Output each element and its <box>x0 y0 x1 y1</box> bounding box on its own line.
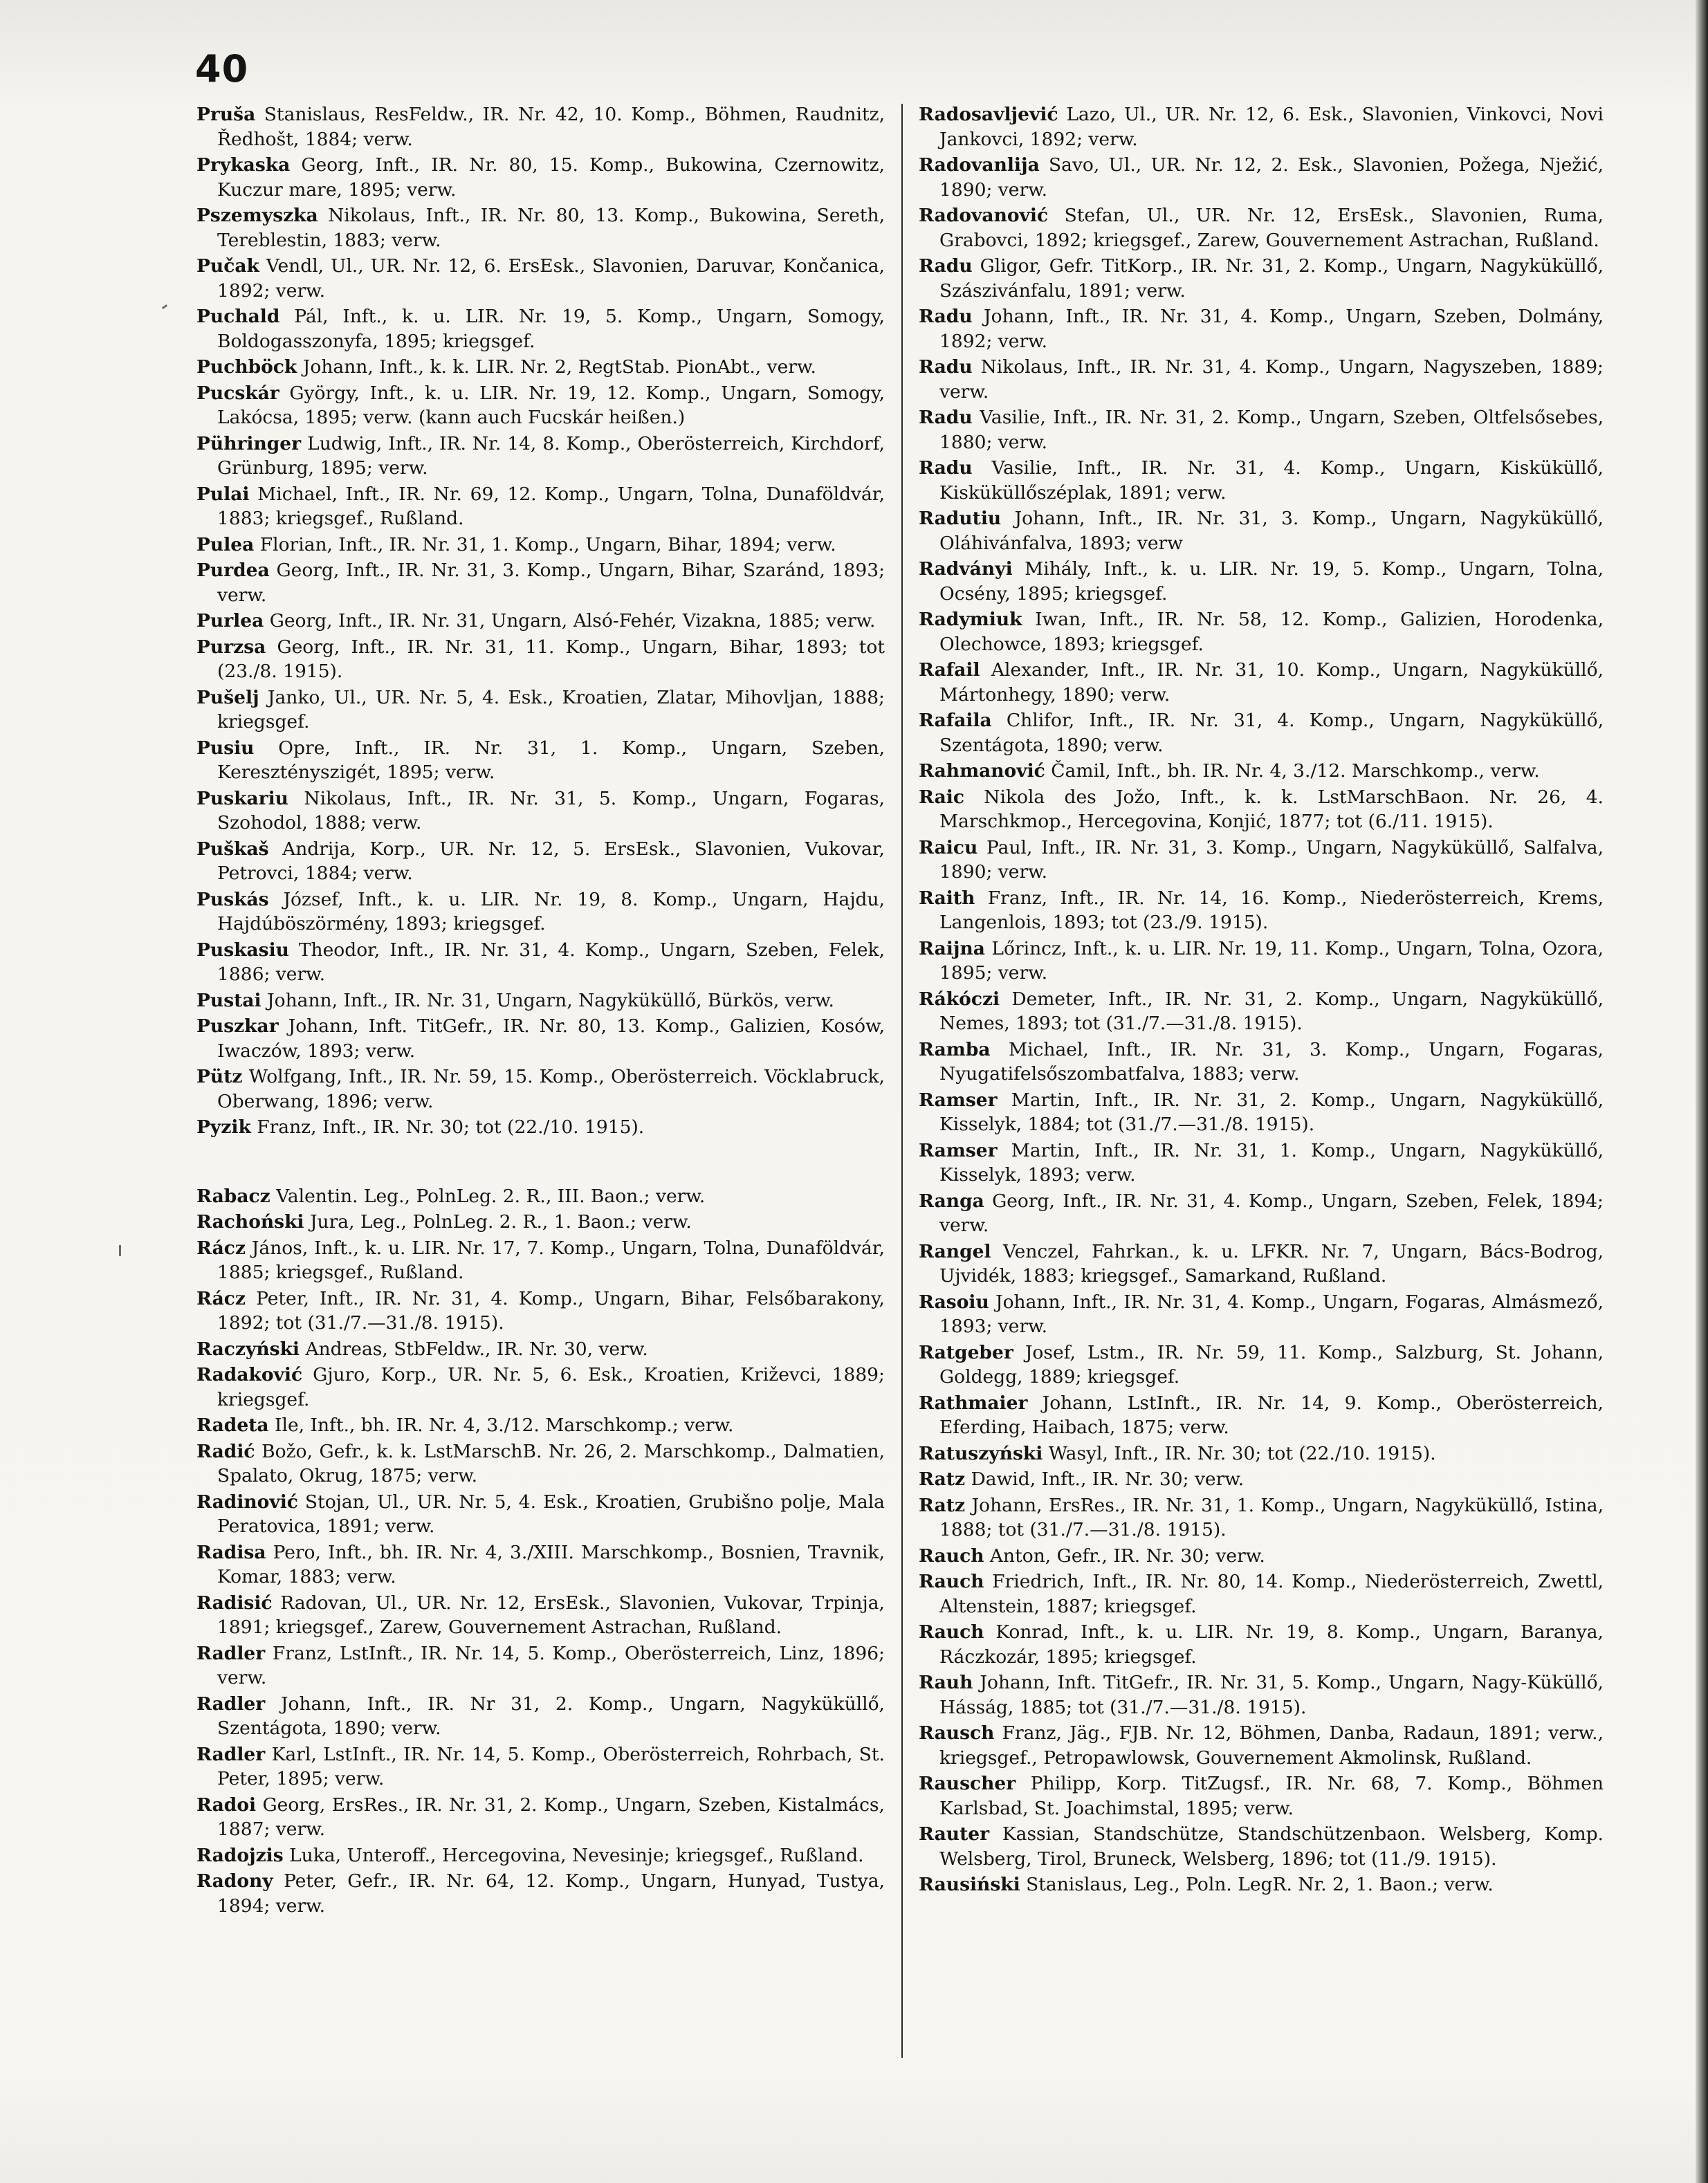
entry-surname: Pühringer <box>196 432 302 454</box>
entry-details: Kassian, Standschütze, Standschützenbaon. Welsberg, Komp. Welsberg, Tirol, Bruneck, Welsberg, 1896; tot (11./9. 1915). <box>939 1823 1604 1870</box>
entry-surname: Radoi <box>196 1794 257 1816</box>
entry-details: György, Inft., k. u. LIR. Nr. 19, 12. Komp., Ungarn, Somogy, Lakócsa, 1895; verw. (kann auch Fucskár heißen.) <box>217 382 885 428</box>
list-entry <box>196 1439 885 1489</box>
list-entry <box>919 987 1604 1036</box>
entry-details: Franz, LstInft., IR. Nr. 14, 5. Komp., Oberösterreich, Linz, 1896; verw. <box>217 1642 885 1688</box>
entry-details: Iwan, Inft., IR. Nr. 58, 12. Komp., Galizien, Horodenka, Olechowce, 1893; kriegsgef. <box>939 609 1604 655</box>
entry-details: Gjuro, Korp., UR. Nr. 5, 6. Esk., Kroatien, Križevci, 1889; kriegsgef. <box>217 1364 885 1410</box>
section-gap <box>196 1141 885 1184</box>
entry-details: Dawid, Inft., IR. Nr. 30; verw. <box>971 1468 1245 1490</box>
entry-surname: Pszemyszka <box>196 205 318 226</box>
list-entry <box>196 203 885 252</box>
entry-surname: Rathmaier <box>919 1392 1028 1414</box>
list-entry <box>196 304 885 353</box>
entry-surname: Radeta <box>196 1415 269 1436</box>
list-entry <box>919 607 1604 656</box>
entry-details: József, Inft., k. u. LIR. Nr. 19, 8. Komp., Ungarn, Hajdu, Hajdúböszörmény, 1893; kriegsgef. <box>217 888 885 934</box>
list-entry <box>196 1287 885 1336</box>
entry-details: Franz, Inft., IR. Nr. 30; tot (22./10. 1915). <box>257 1116 645 1138</box>
entry-details: Jura, Leg., PolnLeg. 2. R., 1. Baon.; verw. <box>309 1211 692 1233</box>
entry-details: Stojan, Ul., UR. Nr. 5, 4. Esk., Kroatien, Grubišno polje, Mala Peratovica, 1891; verw. <box>217 1491 885 1537</box>
entry-surname: Rauch <box>919 1545 984 1567</box>
page-edge-shadow <box>1696 0 1708 2183</box>
entry-details: Georg, Inft., IR. Nr. 31, 4. Komp., Ungarn, Szeben, Felek, 1894; verw. <box>939 1190 1604 1236</box>
list-entry <box>919 456 1604 505</box>
entry-details: Stanislaus, Leg., Poln. LegR. Nr. 2, 1. Baon.; verw. <box>1026 1874 1494 1895</box>
list-entry <box>196 1065 885 1114</box>
entry-surname: Raczyński <box>196 1338 300 1360</box>
list-entry <box>196 1591 885 1640</box>
entry-surname: Rauh <box>919 1672 973 1693</box>
entry-details: Andreas, StbFeldw., IR. Nr. 30, verw. <box>305 1338 648 1360</box>
entry-surname: Radler <box>196 1642 266 1664</box>
list-entry <box>919 1088 1604 1137</box>
list-entry <box>196 736 885 785</box>
entry-details: Karl, LstInft., IR. Nr. 14, 5. Komp., Oberösterreich, Rohrbach, St. Peter, 1895; verw. <box>217 1743 885 1789</box>
entry-details: Georg, Inft., IR. Nr. 31, Ungarn, Alsó-Fehér, Vizakna, 1885; verw. <box>269 610 876 632</box>
entry-details: Georg, Inft., IR. Nr. 31, 3. Komp., Ungarn, Bihar, Szaránd, 1893; verw. <box>217 560 885 606</box>
entry-details: Theodor, Inft., IR. Nr. 31, 4. Komp., Ungarn, Szeben, Felek, 1886; verw. <box>217 939 885 985</box>
entry-surname: Pusiu <box>196 737 255 759</box>
entry-details: Stefan, Ul., UR. Nr. 12, ErsEsk., Slavonien, Ruma, Grabovci, 1892; kriegsgef., Zarew, Gouvernement Astrachan, Rußland. <box>939 205 1604 251</box>
entry-details: Anton, Gefr., IR. Nr. 30; verw. <box>989 1545 1265 1567</box>
entry-surname: Pütz <box>196 1066 243 1087</box>
entry-surname: Puskás <box>196 888 269 910</box>
list-entry <box>919 937 1604 986</box>
list-entry <box>919 1341 1604 1390</box>
list-entry <box>919 153 1604 202</box>
list-entry <box>196 1014 885 1063</box>
entry-surname: Radványi <box>919 558 1013 580</box>
entry-details: Johann, Inft., k. k. LIR. Nr. 2, RegtStab. PionAbt., verw. <box>302 356 816 378</box>
list-entry <box>919 1771 1604 1821</box>
entry-surname: Rafaila <box>919 710 992 731</box>
entry-surname: Radisić <box>196 1592 273 1614</box>
entry-details: Chlifor, Inft., IR. Nr. 31, 4. Komp., Ungarn, Nagyküküllő, Szentágota, 1890; verw. <box>939 710 1604 756</box>
entry-details: Vasilie, Inft., IR. Nr. 31, 4. Komp., Ungarn, Kisküküllő, Kisküküllőszéplak, 1891; verw. <box>939 457 1604 504</box>
entry-surname: Ratz <box>919 1494 966 1516</box>
entry-surname: Radler <box>196 1743 266 1765</box>
list-entry <box>196 1641 885 1691</box>
entry-details: Florian, Inft., IR. Nr. 31, 1. Komp., Ungarn, Bihar, 1894; verw. <box>259 533 836 555</box>
list-entry <box>919 557 1604 606</box>
entry-surname: Radić <box>196 1440 255 1462</box>
entry-details: Vasilie, Inft., IR. Nr. 31, 2. Komp., Ungarn, Szeben, Oltfelsősebes, 1880; verw. <box>939 407 1604 453</box>
list-entry <box>919 1038 1604 1087</box>
list-entry <box>919 355 1604 404</box>
list-entry <box>196 887 885 937</box>
entry-surname: Raicu <box>919 836 978 858</box>
entry-surname: Rangel <box>919 1240 991 1262</box>
entry-surname: Puskasiu <box>196 939 289 961</box>
list-entry <box>196 1413 885 1438</box>
entry-details: Johann, Inft., IR. Nr 31, 2. Komp., Ungarn, Nagyküküllő, Szentágota, 1890; verw. <box>217 1693 885 1739</box>
entry-surname: Radymiuk <box>919 609 1022 630</box>
list-entry <box>196 635 885 684</box>
entry-details: Janko, Ul., UR. Nr. 5, 4. Esk., Kroatien, Zlatar, Mihovljan, 1888; kriegsgef. <box>217 686 885 733</box>
entry-details: Andrija, Korp., UR. Nr. 12, 5. ErsEsk., Slavonien, Vukovar, Petrovci, 1884; verw. <box>217 838 885 884</box>
entry-details: Michael, Inft., IR. Nr. 31, 3. Komp., Ungarn, Fogaras, Nyugatifelsőszombatfalva, 1883; verw. <box>939 1038 1604 1085</box>
list-entry <box>919 405 1604 454</box>
list-entry <box>196 1742 885 1791</box>
entry-surname: Prykaska <box>196 154 291 176</box>
entry-surname: Ratuszyński <box>919 1442 1043 1464</box>
entry-details: Peter, Inft., IR. Nr. 31, 4. Komp., Ungarn, Bihar, Felsőbarakony, 1892; tot (31./7.—31./8. 1915). <box>217 1287 885 1334</box>
entry-surname: Ratz <box>919 1468 966 1490</box>
entry-details: Savo, Ul., UR. Nr. 12, 2. Esk., Slavonien, Požega, Nježić, 1890; verw. <box>939 154 1604 201</box>
entry-details: Wolfgang, Inft., IR. Nr. 59, 15. Komp., Oberösterreich. Vöcklabruck, Oberwang, 1896; verw. <box>217 1066 885 1112</box>
list-entry <box>919 708 1604 757</box>
column-divider <box>901 104 903 2058</box>
list-entry <box>919 759 1604 784</box>
entry-details: Opre, Inft., IR. Nr. 31, 1. Komp., Ungarn, Szeben, Keresztényszigét, 1895; verw. <box>217 737 885 783</box>
list-entry <box>196 1490 885 1539</box>
list-entry <box>919 886 1604 935</box>
entry-details: Johann, Inft., IR. Nr. 31, 3. Komp., Ungarn, Nagyküküllő, Oláhivánfalva, 1893; verw <box>939 508 1604 554</box>
entry-details: Franz, Inft., IR. Nr. 14, 16. Komp., Niederösterreich, Krems, Langenlois, 1893; tot (23./9. 1915). <box>939 887 1604 933</box>
list-entry <box>919 1290 1604 1339</box>
entry-details: Johann, Inft., IR. Nr. 31, 4. Komp., Ungarn, Fogaras, Almásmező, 1893; verw. <box>939 1291 1604 1337</box>
entry-surname: Radinović <box>196 1491 298 1513</box>
list-entry <box>196 1184 885 1209</box>
entry-surname: Pruša <box>196 104 256 125</box>
entry-details: Wasyl, Inft., IR. Nr. 30; tot (22./10. 1915). <box>1048 1442 1436 1464</box>
list-entry <box>196 685 885 735</box>
entry-surname: Puszkar <box>196 1015 279 1037</box>
entry-surname: Radojzis <box>196 1844 284 1866</box>
entry-surname: Pušelj <box>196 686 259 708</box>
entry-details: Nikolaus, Inft., IR. Nr. 31, 5. Komp., Ungarn, Fogaras, Szohodol, 1888; verw. <box>217 787 885 833</box>
entry-surname: Ramser <box>919 1139 998 1161</box>
list-entry <box>919 254 1604 303</box>
entry-surname: Rafail <box>919 659 980 681</box>
entry-surname: Radisa <box>196 1541 266 1563</box>
entry-surname: Pyzik <box>196 1116 251 1138</box>
entry-surname: Rauter <box>919 1823 990 1845</box>
entry-details: Johann, ErsRes., IR. Nr. 31, 1. Komp., Ungarn, Nagyküküllő, Istina, 1888; tot (31./7.—31./8. 1915). <box>939 1494 1604 1540</box>
entry-details: Georg, Inft., IR. Nr. 31, 11. Komp., Ungarn, Bihar, 1893; tot (23./8. 1915). <box>217 636 885 682</box>
list-entry <box>919 1872 1604 1897</box>
entry-surname: Puchböck <box>196 356 297 378</box>
list-entry <box>919 1240 1604 1289</box>
entry-details: Nikolaus, Inft., IR. Nr. 80, 13. Komp., Bukowina, Sereth, Tereblestin, 1883; verw. <box>217 205 885 251</box>
entry-surname: Puchald <box>196 306 280 327</box>
entry-surname: Radler <box>196 1693 266 1715</box>
list-entry <box>196 102 885 151</box>
entry-details: Demeter, Inft., IR. Nr. 31, 2. Komp., Ungarn, Nagyküküllő, Nemes, 1893; tot (31./7.—31./8. 1915). <box>939 988 1604 1034</box>
list-entry <box>196 1115 885 1140</box>
entry-details: Georg, Inft., IR. Nr. 80, 15. Komp., Bukowina, Czernowitz, Kuczur mare, 1895; verw. <box>217 154 885 201</box>
list-entry <box>196 558 885 607</box>
list-entry <box>919 1569 1604 1619</box>
list-entry <box>919 1822 1604 1871</box>
entry-details: Mihály, Inft., k. u. LIR. Nr. 19, 5. Komp., Ungarn, Tolna, Ocsény, 1895; kriegsgef. <box>939 558 1604 605</box>
entry-surname: Puškaš <box>196 838 269 860</box>
margin-mark <box>162 304 167 309</box>
entry-details: Paul, Inft., IR. Nr. 31, 3. Komp., Ungarn, Nagyküküllő, Salfalva, 1890; verw. <box>939 836 1604 883</box>
list-entry <box>196 1363 885 1412</box>
entry-details: Ile, Inft., bh. IR. Nr. 4, 3./12. Marschkomp.; verw. <box>275 1415 734 1436</box>
list-entry <box>919 836 1604 885</box>
list-entry <box>919 1189 1604 1238</box>
entry-details: Pero, Inft., bh. IR. Nr. 4, 3./XIII. Marschkomp., Bosnien, Travnik, Komar, 1883; verw. <box>217 1541 885 1587</box>
list-entry <box>196 153 885 202</box>
entry-details: Peter, Gefr., IR. Nr. 64, 12. Komp., Ungarn, Hunyad, Tustya, 1894; verw. <box>217 1870 885 1917</box>
list-entry <box>196 1793 885 1842</box>
entry-details: Johann, Inft., IR. Nr. 31, 4. Komp., Ungarn, Szeben, Dolmány, 1892; verw. <box>939 306 1604 352</box>
entry-surname: Ratgeber <box>919 1341 1013 1363</box>
list-entry <box>196 533 885 558</box>
entry-surname: Pulea <box>196 533 255 555</box>
entry-surname: Pustai <box>196 989 261 1011</box>
entry-details: Pál, Inft., k. u. LIR. Nr. 19, 5. Komp., Ungarn, Somogy, Boldogasszonyfa, 1895; kriegsgef. <box>217 306 885 352</box>
entry-surname: Radu <box>919 255 973 277</box>
list-entry <box>196 837 885 886</box>
entry-surname: Rácz <box>196 1237 246 1259</box>
entry-details: Philipp, Korp. TitZugsf., IR. Nr. 68, 7. Komp., Böhmen Karlsbad, St. Joachimstal, 1895; verw. <box>939 1773 1604 1819</box>
list-entry <box>196 988 885 1013</box>
margin-mark <box>119 1245 121 1256</box>
entry-surname: Rahmanović <box>919 760 1045 782</box>
list-entry <box>196 1843 885 1868</box>
entry-surname: Raic <box>919 786 965 808</box>
list-entry <box>919 1493 1604 1542</box>
page-number: 40 <box>195 47 249 91</box>
list-entry <box>196 1236 885 1285</box>
list-entry <box>196 1692 885 1741</box>
entry-details: Nikola des Jožo, Inft., k. k. LstMarschBaon. Nr. 26, 4. Marschkmop., Hercegovina, Konjić, 1877; tot (6./11. 1915). <box>939 786 1604 832</box>
entry-details: Konrad, Inft., k. u. LIR. Nr. 19, 8. Komp., Ungarn, Baranya, Ráczkozár, 1895; kriegsgef. <box>939 1621 1604 1668</box>
list-entry <box>196 938 885 987</box>
entry-surname: Ramser <box>919 1089 998 1111</box>
entry-surname: Rachoński <box>196 1211 304 1233</box>
entry-surname: Pučak <box>196 255 259 277</box>
entry-surname: Ramba <box>919 1038 991 1060</box>
list-entry <box>196 254 885 303</box>
entry-surname: Rasoiu <box>919 1291 989 1313</box>
entry-surname: Rákóczi <box>919 988 1000 1010</box>
list-entry <box>919 1620 1604 1669</box>
entry-details: Georg, ErsRes., IR. Nr. 31, 2. Komp., Ungarn, Szeben, Kistalmács, 1887; verw. <box>217 1794 885 1840</box>
entry-surname: Radu <box>919 356 973 378</box>
entry-surname: Rausch <box>919 1722 995 1744</box>
entry-details: Nikolaus, Inft., IR. Nr. 31, 4. Komp., Ungarn, Nagyszeben, 1889; verw. <box>939 356 1604 403</box>
entry-surname: Radu <box>919 407 973 428</box>
entry-surname: Pulai <box>196 483 250 505</box>
list-entry <box>196 381 885 430</box>
left-column <box>196 102 885 1919</box>
list-entry <box>919 1391 1604 1440</box>
entry-details: Martin, Inft., IR. Nr. 31, 1. Komp., Ungarn, Nagyküküllő, Kisselyk, 1893; verw. <box>939 1139 1604 1186</box>
entry-surname: Rabacz <box>196 1185 270 1207</box>
list-entry <box>196 432 885 481</box>
list-entry <box>919 1721 1604 1770</box>
entry-details: Alexander, Inft., IR. Nr. 31, 10. Komp., Ungarn, Nagyküküllő, Mártonhegy, 1890; verw. <box>939 659 1604 706</box>
entry-details: Čamil, Inft., bh. IR. Nr. 4, 3./12. Marschkomp., verw. <box>1051 760 1540 782</box>
entry-details: Franz, Jäg., FJB. Nr. 12, Böhmen, Danba, Radaun, 1891; verw., kriegsgef., Petropawlowsk, Gouvernement Akmolinsk, Rußland. <box>939 1722 1604 1769</box>
entry-details: Lazo, Ul., UR. Nr. 12, 6. Esk., Slavonien, Vinkovci, Novi Jankovci, 1892; verw. <box>939 104 1604 150</box>
list-entry <box>196 1869 885 1918</box>
list-entry <box>196 482 885 531</box>
list-entry <box>196 609 885 634</box>
list-entry <box>196 1540 885 1590</box>
entry-details: Michael, Inft., IR. Nr. 69, 12. Komp., Ungarn, Tolna, Dunaföldvár, 1883; kriegsgef., Rußland. <box>217 483 885 529</box>
entry-details: Johann, Inft. TitGefr., IR. Nr. 80, 13. Komp., Galizien, Kosów, Iwaczów, 1893; verw. <box>217 1015 885 1062</box>
list-entry <box>919 506 1604 555</box>
entry-surname: Rauch <box>919 1621 984 1643</box>
entry-details: Radovan, Ul., UR. Nr. 12, ErsEsk., Slavonien, Vukovar, Trpinja, 1891; kriegsgef., Zarew, Gouvernement Astrachan, Rußland. <box>217 1592 885 1638</box>
list-entry <box>919 1139 1604 1188</box>
entry-details: Friedrich, Inft., IR. Nr. 80, 14. Komp., Niederösterreich, Zwettl, Altenstein, 1887; kriegsgef. <box>939 1571 1604 1617</box>
entry-details: Stanislaus, ResFeldw., IR. Nr. 42, 10. Komp., Böhmen, Raudnitz, Ředhošt, 1884; verw. <box>217 104 885 150</box>
list-entry <box>919 1544 1604 1569</box>
entry-details: Vendl, Ul., UR. Nr. 12, 6. ErsEsk., Slavonien, Daruvar, Končanica, 1892; verw. <box>217 255 885 302</box>
entry-surname: Rausiński <box>919 1874 1020 1895</box>
list-entry <box>196 1337 885 1362</box>
right-column <box>919 102 1604 1899</box>
entry-surname: Puskariu <box>196 787 288 809</box>
entry-details: Martin, Inft., IR. Nr. 31, 2. Komp., Ungarn, Nagyküküllő, Kisselyk, 1884; tot (31./7.—31./8. 1915). <box>939 1089 1604 1135</box>
list-entry <box>919 785 1604 834</box>
list-entry <box>919 203 1604 252</box>
entry-details: Josef, Lstm., IR. Nr. 59, 11. Komp., Salzburg, St. Johann, Goldegg, 1889; kriegsgef. <box>939 1341 1604 1388</box>
list-entry <box>919 1670 1604 1720</box>
entry-surname: Raijna <box>919 937 985 959</box>
entry-surname: Rauch <box>919 1571 984 1592</box>
entry-surname: Raith <box>919 887 975 909</box>
list-entry <box>919 1467 1604 1492</box>
list-entry <box>196 355 885 380</box>
entry-surname: Radosavljević <box>919 104 1058 125</box>
entry-surname: Radu <box>919 457 973 479</box>
entry-details: János, Inft., k. u. LIR. Nr. 17, 7. Komp., Ungarn, Tolna, Dunaföldvár, 1885; kriegsgef., Rußland. <box>217 1237 885 1283</box>
entry-details: Luka, Unteroff., Hercegovina, Nevesinje; kriegsgef., Rußland. <box>289 1844 864 1866</box>
entry-details: Johann, Inft. TitGefr., IR. Nr. 31, 5. Komp., Ungarn, Nagy-Küküllő, Hásság, 1885; tot (31./7.—31./8. 1915). <box>939 1672 1604 1718</box>
entry-surname: Radony <box>196 1870 273 1892</box>
entry-surname: Pucskár <box>196 382 279 404</box>
list-entry <box>919 658 1604 707</box>
entry-surname: Radovanović <box>919 205 1049 226</box>
entry-surname: Purdea <box>196 560 270 581</box>
entry-surname: Radutiu <box>919 508 1002 529</box>
entry-surname: Radaković <box>196 1364 303 1385</box>
entry-surname: Rauscher <box>919 1773 1016 1794</box>
list-entry <box>196 1210 885 1235</box>
entry-details: Valentin. Leg., PolnLeg. 2. R., III. Baon.; verw. <box>276 1185 706 1207</box>
list-entry <box>196 786 885 836</box>
list-entry <box>919 102 1604 151</box>
list-entry <box>919 304 1604 353</box>
entry-details: Lőrincz, Inft., k. u. LIR. Nr. 19, 11. Komp., Ungarn, Tolna, Ozora, 1895; verw. <box>939 937 1604 984</box>
entry-surname: Purzsa <box>196 636 266 658</box>
entry-details: Božo, Gefr., k. k. LstMarschB. Nr. 26, 2. Marschkomp., Dalmatien, Spalato, Okrug, 1875; verw. <box>217 1440 885 1486</box>
entry-details: Venczel, Fahrkan., k. u. LFKR. Nr. 7, Ungarn, Bács-Bodrog, Ujvidék, 1883; kriegsgef., Samarkand, Rußland. <box>939 1240 1604 1287</box>
entry-surname: Rácz <box>196 1287 246 1309</box>
entry-details: Ludwig, Inft., IR. Nr. 14, 8. Komp., Oberösterreich, Kirchdorf, Grünburg, 1895; verw. <box>217 432 885 479</box>
entry-surname: Ranga <box>919 1190 984 1212</box>
entry-details: Johann, LstInft., IR. Nr. 14, 9. Komp., Oberösterreich, Eferding, Haibach, 1875; verw. <box>939 1392 1604 1438</box>
list-entry <box>919 1441 1604 1466</box>
entry-surname: Radovanlija <box>919 154 1040 176</box>
entry-surname: Purlea <box>196 610 264 632</box>
entry-details: Johann, Inft., IR. Nr. 31, Ungarn, Nagyküküllő, Bürkös, verw. <box>267 989 834 1011</box>
entry-details: Gligor, Gefr. TitKorp., IR. Nr. 31, 2. Komp., Ungarn, Nagyküküllő, Szászivánfalu, 1891; verw. <box>939 255 1604 302</box>
entry-surname: Radu <box>919 306 973 327</box>
